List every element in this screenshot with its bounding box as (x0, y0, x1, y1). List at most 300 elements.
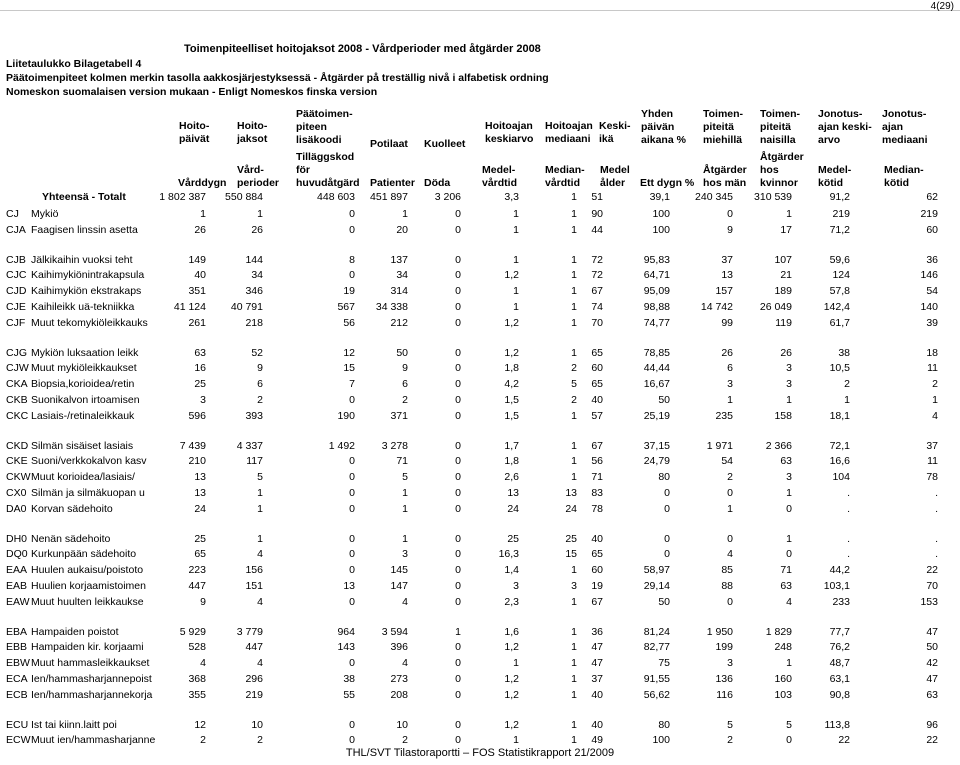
table-cell: 2 (727, 471, 733, 484)
table-cell: 4 (727, 548, 733, 561)
row-name: Nenän sädehoito (31, 532, 111, 545)
table-cell: 47 (591, 657, 603, 670)
row-name: Biopsia,korioidea/retin (31, 378, 135, 391)
table-cell: 2 (571, 394, 577, 406)
table-cell: 0 (455, 439, 461, 452)
table-cell: 3 (571, 580, 577, 592)
row-name: Suoni/verkkokalvon kasv (31, 455, 147, 468)
table-cell: 5 (727, 718, 733, 731)
table-cell: 0 (455, 269, 461, 282)
table-cell: 65 (591, 378, 603, 391)
table-number: Liitetaulukko Bilagetabell 4 (6, 58, 142, 70)
table-cell: 0 (727, 208, 733, 220)
table-title: Päätoimenpiteet kolmen merkin tasolla aakkosjärjestyksessä - Åtgärder på treställig nivå i alfabetisk ordning (6, 72, 549, 84)
table-cell: 90,8 (829, 688, 850, 701)
table-row (0, 672, 960, 687)
table-cell: 346 (245, 285, 263, 298)
table-cell: 25 (194, 378, 206, 391)
table-cell: 3 206 (434, 191, 461, 203)
table-cell: 65 (591, 346, 603, 359)
table-cell: 1 (571, 564, 577, 577)
row-code: ECU (6, 718, 29, 731)
table-row (0, 377, 960, 392)
table-cell: 60 (926, 223, 938, 236)
row-code: CJF (6, 316, 26, 329)
table-cell: 76,2 (829, 641, 850, 654)
table-cell: 1,5 (504, 394, 519, 406)
table-cell: 145 (390, 564, 408, 577)
table-cell: 1 (513, 223, 519, 236)
table-cell: 1 (513, 657, 519, 670)
table-cell: 81,24 (643, 625, 670, 638)
table-cell: 2 (571, 362, 577, 375)
table-cell: 310 539 (754, 191, 792, 203)
table-cell: 56,62 (643, 688, 670, 701)
table-cell: 1,8 (504, 362, 519, 375)
table-cell: 0 (455, 580, 461, 592)
table-cell: 1 (513, 301, 519, 313)
table-cell: 1,2 (504, 269, 519, 282)
table-cell: 157 (715, 285, 733, 298)
table-cell: 1 (571, 688, 577, 701)
row-name: Silmän ja silmäkuopan u (31, 487, 145, 499)
table-row (0, 223, 960, 238)
table-cell: 16,67 (643, 378, 670, 391)
table-cell: 137 (390, 253, 408, 266)
table-cell: 0 (349, 269, 355, 282)
table-cell: 11 (927, 455, 938, 468)
table-row (0, 207, 960, 222)
column-header-fi: Kuolleet (424, 138, 466, 150)
footer: THL/SVT Tilastoraportti – FOS Statistikrapport 21/2009 (345, 747, 615, 759)
table-cell: 57,8 (829, 285, 850, 298)
table-row (0, 253, 960, 268)
table-cell: 1 (571, 657, 577, 670)
table-cell: 8 (349, 253, 355, 266)
table-cell: 103,1 (823, 580, 850, 592)
table-cell: 40 (194, 269, 206, 282)
table-cell: 208 (390, 688, 408, 701)
table-cell: 25,19 (643, 409, 670, 422)
table-cell: 47 (926, 673, 938, 685)
total-row (0, 190, 960, 205)
table-cell: 1 950 (706, 625, 733, 638)
table-cell: 16,3 (498, 548, 519, 561)
table-cell: 223 (188, 564, 206, 577)
table-cell: 26 (780, 346, 792, 359)
table-cell: 5 (402, 471, 408, 484)
table-cell: 0 (727, 532, 733, 545)
table-cell: 40 (591, 718, 603, 731)
table-cell: 9 (402, 362, 408, 375)
table-cell: 0 (455, 734, 461, 747)
table-cell: 296 (245, 673, 263, 685)
table-cell: 3 594 (381, 625, 408, 638)
table-cell: 368 (188, 673, 206, 685)
table-cell: 0 (349, 487, 355, 499)
table-cell: 70 (591, 316, 603, 329)
table-cell: 596 (188, 409, 206, 422)
table-cell: 1,8 (504, 455, 519, 468)
row-name: Kurkunpään sädehoito (31, 548, 137, 561)
table-cell: 20 (396, 223, 408, 236)
table-cell: 9 (727, 223, 733, 236)
row-code: DA0 (6, 502, 27, 515)
table-row (0, 454, 960, 469)
table-cell: 0 (455, 673, 461, 685)
table-cell: 0 (664, 502, 670, 515)
column-header-fi: Päätoimen- piteen lisäkoodi (296, 108, 353, 146)
table-cell: 26 049 (759, 301, 792, 313)
table-cell: 16 (194, 362, 206, 375)
column-header-sv: Åtgärder hos kvinnor (760, 151, 804, 189)
row-code: CJG (6, 346, 27, 359)
table-row (0, 625, 960, 640)
table-cell: 60 (591, 362, 603, 375)
row-code: CJW (6, 362, 29, 375)
table-cell: 38 (838, 346, 850, 359)
table-cell: 351 (188, 285, 206, 298)
table-cell: 0 (727, 487, 733, 499)
table-cell: . (935, 502, 938, 515)
column-header-sv: Döda (424, 177, 451, 189)
table-cell: 2 (200, 734, 206, 747)
table-cell: 71 (396, 455, 408, 468)
table-cell: 74,77 (643, 316, 670, 329)
table-cell: 0 (349, 394, 355, 406)
column-header-fi: Yhden päivän aikana % (641, 108, 686, 146)
row-name: Kaihileikk uä-tekniikka (31, 301, 135, 313)
table-row (0, 284, 960, 299)
table-cell: 1 (571, 191, 577, 203)
row-name: Muut korioidea/lasiais/ (31, 471, 135, 484)
table-row (0, 547, 960, 562)
table-cell: 22 (838, 734, 850, 747)
table-cell: 1 (257, 502, 263, 515)
row-code: EAW (6, 595, 30, 608)
table-cell: 59,6 (829, 253, 850, 266)
column-header-fi: Jonotus- ajan mediaani (882, 108, 928, 146)
table-cell: 48,7 (829, 657, 850, 670)
table-cell: 6 (257, 378, 263, 391)
table-cell: 1,7 (504, 439, 519, 452)
table-cell: 62 (926, 191, 938, 203)
table-cell: 10 (251, 718, 263, 731)
table-cell: 4 (257, 595, 263, 608)
table-cell: 37 (721, 253, 733, 266)
table-cell: 0 (349, 502, 355, 515)
table-cell: 212 (390, 316, 408, 329)
table-cell: 25 (507, 532, 519, 545)
table-cell: 0 (455, 362, 461, 375)
table-cell: 0 (727, 595, 733, 608)
row-name: Ien/hammasharjannepoist (31, 673, 152, 685)
table-cell: 2,6 (504, 471, 519, 484)
table-cell: 3 779 (236, 625, 263, 638)
table-cell: 2 (402, 394, 408, 406)
column-header-sv: Medel- kötid (818, 164, 852, 189)
table-row (0, 393, 960, 408)
table-cell: 3 (402, 548, 408, 561)
table-cell: 4 (257, 548, 263, 561)
table-cell: 25 (194, 532, 206, 545)
table-cell: 147 (390, 580, 408, 592)
table-cell: 1 (571, 471, 577, 484)
table-cell: 103 (774, 688, 792, 701)
table-cell: 13 (194, 487, 206, 499)
table-cell: 17 (780, 223, 792, 236)
table-cell: 18,1 (829, 409, 850, 422)
table-cell: 50 (926, 641, 938, 654)
table-cell: 261 (188, 316, 206, 329)
row-name: Jälkikaihin vuoksi teht (31, 253, 133, 266)
table-cell: 38 (343, 673, 355, 685)
table-cell: 1 (513, 734, 519, 747)
table-cell: 100 (652, 223, 670, 236)
table-cell: 49 (591, 734, 603, 747)
table-cell: 100 (652, 734, 670, 747)
table-cell: 83 (591, 487, 603, 499)
table-cell: 75 (658, 657, 670, 670)
table-cell: . (847, 502, 850, 515)
row-code: CKE (6, 455, 28, 468)
table-cell: 0 (455, 657, 461, 670)
table-cell: 47 (591, 641, 603, 654)
table-cell: 98,88 (643, 301, 670, 313)
table-cell: 1 (402, 487, 408, 499)
table-cell: 4 (257, 657, 263, 670)
row-code: CJA (6, 223, 26, 236)
column-header-sv: Ett dygn % (640, 177, 695, 189)
table-subtitle: Nomeskon suomalaisen version mukaan - Enligt Nomeskos finska version (6, 86, 378, 98)
report-title: Toimenpiteelliset hoitojaksot 2008 - Vårdperioder med åtgärder 2008 (184, 43, 541, 55)
table-cell: 67 (591, 595, 603, 608)
table-cell: 34 338 (375, 301, 408, 313)
column-header-sv: Median- vårdtid (545, 164, 585, 189)
table-cell: 2 366 (765, 439, 792, 452)
table-cell: 36 (926, 253, 938, 266)
page-number: 4(29) (930, 1, 954, 12)
table-cell: 396 (390, 641, 408, 654)
table-cell: 0 (664, 532, 670, 545)
table-cell: 0 (349, 471, 355, 484)
table-cell: 1 492 (328, 439, 355, 452)
table-cell: 67 (591, 439, 603, 452)
table-cell: 1 971 (706, 439, 733, 452)
table-cell: 52 (251, 346, 263, 359)
row-name: Muut tekomykiöleikkauks (31, 316, 148, 329)
row-code: EBW (6, 657, 30, 670)
table-cell: 54 (926, 285, 938, 298)
table-cell: 113,8 (824, 718, 850, 731)
table-cell: 71 (591, 471, 603, 484)
table-cell: 0 (455, 487, 461, 499)
table-cell: 1 (571, 223, 577, 236)
column-header-sv: Patienter (370, 177, 415, 189)
table-cell: 104 (832, 471, 850, 484)
row-code: CKB (6, 394, 28, 406)
table-cell: 3 (786, 362, 792, 375)
table-cell: 235 (715, 409, 733, 422)
table-cell: 36 (591, 625, 603, 638)
table-cell: 13 (343, 580, 355, 592)
table-cell: 248 (774, 641, 792, 654)
column-header-fi: Keski- ikä (599, 120, 631, 145)
table-cell: 37 (591, 673, 603, 685)
table-cell: 60 (591, 564, 603, 577)
table-cell: 144 (245, 253, 263, 266)
row-code: CJC (6, 269, 27, 282)
table-cell: 1 802 387 (159, 191, 206, 203)
table-cell: 7 (349, 378, 355, 391)
table-cell: 24 (194, 502, 206, 515)
table-cell: 160 (774, 673, 792, 685)
table-cell: 1 (571, 595, 577, 608)
table-cell: 24,79 (643, 455, 670, 468)
table-cell: 448 603 (317, 191, 355, 203)
table-cell: 57 (591, 409, 603, 422)
table-row (0, 579, 960, 594)
row-code: CJD (6, 285, 27, 298)
table-cell: 116 (716, 688, 733, 701)
row-name: Hampaiden poistot (31, 625, 119, 638)
table-cell: 67 (591, 285, 603, 298)
row-code: CJE (6, 301, 26, 313)
table-cell: 10 (396, 718, 408, 731)
table-cell: 143 (337, 641, 355, 654)
table-cell: 56 (343, 316, 355, 329)
table-cell: 24 (565, 502, 577, 515)
table-cell: 29,14 (643, 580, 670, 592)
table-cell: 447 (188, 580, 206, 592)
row-code: CKA (6, 378, 28, 391)
table-row (0, 502, 960, 517)
table-cell: 2 (932, 378, 938, 391)
table-cell: . (847, 487, 850, 499)
table-cell: 1 (571, 253, 577, 266)
table-cell: 61,7 (829, 316, 850, 329)
column-header-fi: Hoito- jaksot (237, 120, 268, 145)
column-header-fi: Toimen- piteitä miehillä (703, 108, 744, 146)
row-code: CKW (6, 471, 31, 484)
table-cell: 10,5 (829, 362, 850, 375)
table-cell: 78 (591, 502, 603, 515)
table-cell: 78 (926, 471, 938, 484)
table-cell: 0 (455, 595, 461, 608)
table-cell: 1 (571, 455, 577, 468)
table-cell: 13 (565, 487, 577, 499)
table-cell: 12 (343, 346, 355, 359)
row-name: Mykiön luksaation leikk (31, 346, 139, 359)
table-header (0, 108, 960, 190)
table-cell: 1 (571, 301, 577, 313)
table-cell: 0 (349, 223, 355, 236)
table-cell: 3 (200, 394, 206, 406)
table-cell: 63 (926, 688, 938, 701)
table-cell: 9 (257, 362, 263, 375)
table-cell: 117 (246, 455, 263, 468)
table-cell: 1 (200, 208, 206, 220)
table-cell: 5 929 (179, 625, 206, 638)
table-cell: 314 (390, 285, 408, 298)
table-cell: 219 (920, 208, 938, 220)
table-cell: 140 (920, 301, 938, 313)
column-header-fi: Hoito- päivät (179, 120, 210, 145)
table-cell: 37 (926, 439, 938, 452)
table-cell: 146 (920, 269, 938, 282)
table-cell: 1 (402, 532, 408, 545)
row-code: EAB (6, 580, 28, 592)
table-cell: 0 (455, 688, 461, 701)
table-cell: 156 (245, 564, 263, 577)
table-cell: 1 (513, 285, 519, 298)
table-cell: 0 (455, 455, 461, 468)
table-cell: 4 (402, 657, 408, 670)
table-cell: 0 (349, 532, 355, 545)
table-cell: 34 (251, 269, 263, 282)
table-cell: 1,2 (504, 641, 519, 654)
table-cell: 393 (245, 409, 263, 422)
table-cell: 4 337 (236, 439, 263, 452)
table-cell: 210 (188, 455, 206, 468)
table-cell: 4 (786, 595, 792, 608)
row-name: Ist tai kiinn.laitt poi (31, 718, 117, 731)
table-cell: 1 (571, 641, 577, 654)
table-cell: 0 (455, 285, 461, 298)
column-header-fi: Hoitoajan keskiarvo (485, 120, 534, 145)
table-cell: 55 (343, 688, 355, 701)
table-cell: 0 (455, 409, 461, 422)
table-row (0, 718, 960, 733)
table-cell: 1 (513, 253, 519, 266)
table-cell: 1 (571, 285, 577, 298)
column-header-sv: Vård- perioder (237, 164, 280, 189)
table-cell: 5 (786, 718, 792, 731)
table-cell: 1 (727, 502, 733, 515)
table-cell: 1 (571, 734, 577, 747)
table-cell: 14 742 (700, 301, 733, 313)
table-cell: 7 439 (179, 439, 206, 452)
table-cell: 0 (455, 641, 461, 654)
table-cell: 1 (571, 269, 577, 282)
table-cell: 1 (455, 625, 461, 638)
table-cell: 1,5 (504, 409, 519, 422)
table-cell: 64,71 (643, 269, 670, 282)
table-row (0, 563, 960, 578)
table-cell: 1 (932, 394, 938, 406)
table-cell: 218 (245, 316, 263, 329)
table-row (0, 486, 960, 501)
table-cell: 3 (786, 471, 792, 484)
table-cell: 95,83 (643, 253, 670, 266)
table-cell: 47 (926, 625, 938, 638)
table-cell: 355 (188, 688, 206, 701)
row-name: Huulien korjaamistoimen (31, 580, 146, 592)
table-cell: 0 (455, 564, 461, 577)
table-cell: 95,09 (643, 285, 670, 298)
table-cell: 72 (591, 253, 603, 266)
table-cell: 119 (775, 316, 792, 329)
table-cell: 1,4 (504, 564, 519, 577)
table-cell: 1 (402, 502, 408, 515)
table-cell: 11 (927, 362, 938, 375)
table-cell: 1 (571, 409, 577, 422)
table-cell: 158 (774, 409, 792, 422)
table-cell: 1 (257, 532, 263, 545)
table-cell: 80 (658, 471, 670, 484)
table-row (0, 268, 960, 283)
table-cell: 1 (257, 208, 263, 220)
